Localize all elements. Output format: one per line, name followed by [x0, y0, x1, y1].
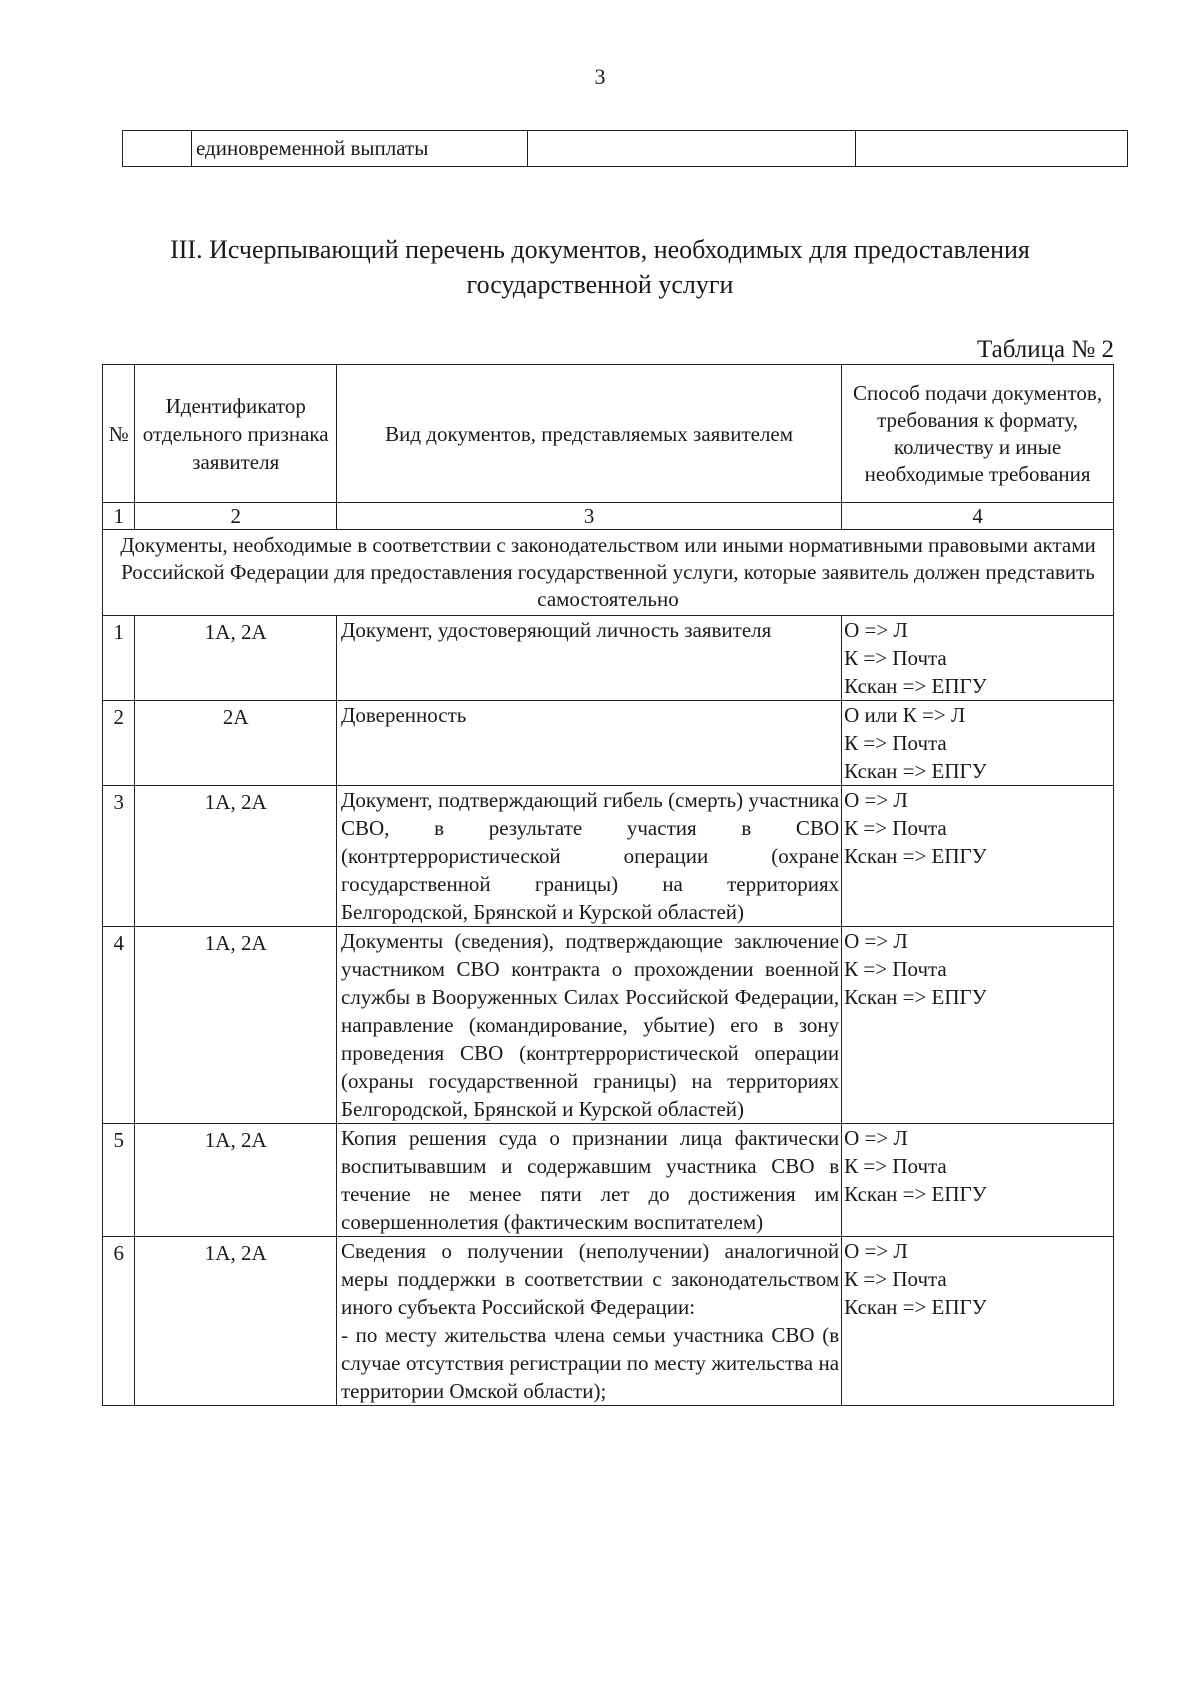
- row-number: 2: [103, 701, 135, 786]
- method-line: К => Почта: [844, 816, 947, 840]
- row-document: Документ, подтверждающий гибель (смерть) участника СВО, в результате участия в СВО (контртеррористической операции (охране государственной границы) на территориях Белгородской, Брянской и Курской областей): [337, 786, 842, 927]
- method-line: О => Л: [844, 1239, 908, 1263]
- row-number: 6: [103, 1237, 135, 1406]
- table-row: [103, 1237, 1114, 1406]
- method-line: К => Почта: [844, 957, 947, 981]
- row-identifier: 2А: [135, 701, 337, 786]
- previous-table-fragment: [122, 130, 1128, 167]
- header-cell-identifier: Идентификатор отдельного признака заявителя: [135, 365, 337, 503]
- row-method: [842, 786, 1114, 927]
- document-text: Сведения о получении (неполучении) аналогичной меры поддержки в соответствии с законодательством иного субъекта Российской Федерации:: [341, 1239, 840, 1319]
- method-line: Кскан => ЕПГУ: [844, 1182, 987, 1206]
- method-line: К => Почта: [844, 646, 947, 670]
- column-number: 4: [842, 503, 1114, 530]
- method-line: К => Почта: [844, 1267, 947, 1291]
- row-document: [337, 1237, 842, 1406]
- row-identifier: 1А, 2А: [135, 1124, 337, 1237]
- table-cell: [528, 131, 856, 167]
- table-header-row: [103, 365, 1114, 503]
- row-document: Доверенность: [337, 701, 842, 786]
- column-number: 1: [103, 503, 135, 530]
- row-method: [842, 1124, 1114, 1237]
- row-number: 4: [103, 927, 135, 1124]
- row-identifier: 1А, 2А: [135, 1237, 337, 1406]
- column-number-row: [103, 503, 1114, 530]
- row-document: Копия решения суда о признании лица фактически воспитывавшим и содержавшим участника СВО в течение не менее пяти лет до достижения им совершеннолетия (фактическим воспитателем): [337, 1124, 842, 1237]
- method-line: Кскан => ЕПГУ: [844, 759, 987, 783]
- row-number: 1: [103, 616, 135, 701]
- method-line: О => Л: [844, 618, 908, 642]
- header-cell-documents: Вид документов, представляемых заявителем: [337, 365, 842, 503]
- method-line: О => Л: [844, 788, 908, 812]
- group-title: Документы, необходимые в соответствии с законодательством или иными нормативными правовыми актами Российской Федерации для предоставления государственной услуги, которые заявитель должен представить самостоятельно: [103, 530, 1114, 616]
- row-document: Документы (сведения), подтверждающие заключение участником СВО контракта о прохождении военной службы в Вооруженных Силах Российской Федерации, направление (командирование, убытие) его в зону проведения СВО (контртеррористической операции (охраны государственной границы) на территориях Белгородской, Брянской и Курской областей): [337, 927, 842, 1124]
- table-cell: [856, 131, 1128, 167]
- method-line: К => Почта: [844, 1154, 947, 1178]
- column-number: 2: [135, 503, 337, 530]
- table-row: [123, 131, 1128, 167]
- section-title: [80, 232, 1120, 302]
- table-row: [103, 927, 1114, 1124]
- table-row: [103, 616, 1114, 701]
- group-title-row: [103, 530, 1114, 616]
- table-cell: единовременной выплаты: [192, 131, 528, 167]
- documents-table: [102, 364, 1114, 1406]
- row-method: [842, 927, 1114, 1124]
- row-number: 5: [103, 1124, 135, 1237]
- table-cell: [123, 131, 192, 167]
- row-number: 3: [103, 786, 135, 927]
- method-line: Кскан => ЕПГУ: [844, 1295, 987, 1319]
- row-identifier: 1А, 2А: [135, 927, 337, 1124]
- method-line: Кскан => ЕПГУ: [844, 985, 987, 1009]
- column-number: 3: [337, 503, 842, 530]
- method-line: О или К => Л: [844, 703, 966, 727]
- section-title-line: III. Исчерпывающий перечень документов, необходимых для предоставления: [170, 235, 1030, 264]
- method-line: О => Л: [844, 929, 908, 953]
- method-line: Кскан => ЕПГУ: [844, 674, 987, 698]
- table-row: [103, 1124, 1114, 1237]
- header-cell-number: №: [103, 365, 135, 503]
- row-identifier: 1А, 2А: [135, 786, 337, 927]
- table-row: [103, 701, 1114, 786]
- row-document: Документ, удостоверяющий личность заявителя: [337, 616, 842, 701]
- table-row: [103, 786, 1114, 927]
- method-line: К => Почта: [844, 731, 947, 755]
- method-line: Кскан => ЕПГУ: [844, 844, 987, 868]
- document-text-item: - по месту жительства члена семьи участника СВО (в случае отсутствия регистрации по месту жительства на территории Омской области);: [341, 1323, 840, 1403]
- row-identifier: 1А, 2А: [135, 616, 337, 701]
- header-cell-method: Способ подачи документов, требования к формату, количеству и иные необходимые требования: [842, 365, 1114, 503]
- method-line: О => Л: [844, 1126, 908, 1150]
- table-caption: Таблица № 2: [976, 336, 1114, 363]
- section-title-line: государственной услуги: [466, 270, 734, 299]
- row-method: [842, 701, 1114, 786]
- row-method: [842, 616, 1114, 701]
- page-number: 3: [594, 64, 606, 89]
- row-method: [842, 1237, 1114, 1406]
